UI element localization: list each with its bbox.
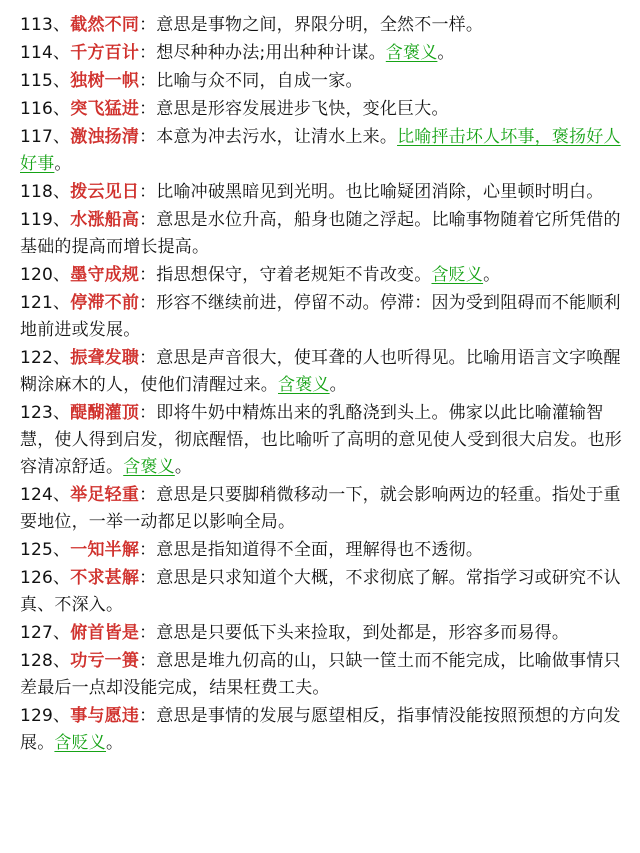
idiom-term: 俯首皆是 [70, 623, 140, 643]
idiom-definition: ：意思是只要脚稍微移动一下，就会影响两边的轻重。指处于重要地位，一举一动都足以影响全局。 [20, 485, 621, 532]
list-item: 117、激浊扬清：本意为冲去污水，让清水上来。比喻抨击坏人坏事，褒扬好人好事。 [20, 127, 621, 174]
list-item: 123、醍醐灌顶：即将牛奶中精炼出来的乳酪浇到头上。佛家以此比喻灌输智慧，使人得到启发，彻底醒悟，也比喻听了高明的意见使人受到很大启发。也形容清凉舒适。含褒义。 [20, 403, 622, 477]
list-item: 120、墨守成规：指思想保守，守着老规矩不肯改变。含贬义。 [20, 265, 501, 285]
idiom-term: 拨云见日 [70, 182, 140, 202]
list-item [20, 565, 624, 619]
list-item [20, 482, 624, 536]
idiom-definition: ：本意为冲去污水，让清水上来。 [139, 127, 398, 147]
idiom-definition: ：意思是水位升高，船身也随之浮起。比喻事物随着它所凭借的基础的提高而增长提高。 [20, 210, 621, 257]
entry-number: 114、 [20, 43, 71, 63]
entry-number: 120、 [20, 265, 71, 285]
entry-number: 124、 [20, 485, 71, 505]
entry-number: 127、 [20, 623, 71, 643]
idiom-term: 墨守成规 [70, 265, 140, 285]
entry-number: 119、 [20, 210, 71, 230]
idiom-term: 不求甚解 [70, 568, 140, 588]
entry-number: 113、 [20, 15, 71, 35]
entry-number: 118、 [20, 182, 71, 202]
idiom-term: 醍醐灌顶 [70, 403, 140, 423]
list-item [20, 620, 624, 647]
connotation-tag: 含贬义 [54, 733, 107, 753]
entry-number: 116、 [20, 99, 71, 119]
idiom-definition: ：比喻与众不同，自成一家。 [139, 71, 363, 91]
idiom-definition: ：即将牛奶中精炼出来的乳酪浇到头上。佛家以此比喻灌输智慧，使人得到启发，彻底醒悟，也比喻听了高明的意见使人受到很大启发。也形容清凉舒适。 [20, 403, 622, 477]
list-item [20, 68, 624, 95]
idiom-definition: ：意思是声音很大，使耳聋的人也听得见。比喻用语言文字唤醒糊涂麻木的人，使他们清醒过来。 [20, 348, 621, 395]
list-item [20, 537, 624, 564]
idiom-definition: ：意思是只要低下头来捡取，到处都是，形容多而易得。 [139, 623, 570, 643]
entry-number: 115、 [20, 71, 71, 91]
idiom-term: 举足轻重 [70, 485, 140, 505]
idiom-term: 激浊扬清 [70, 127, 140, 147]
idiom-term: 千方百计 [70, 43, 140, 63]
list-item [20, 96, 624, 123]
entry-number: 121、 [20, 293, 71, 313]
connotation-tag: 含褒义 [385, 43, 438, 63]
idiom-definition: ：指思想保守，守着老规矩不肯改变。 [139, 265, 432, 285]
entry-number: 129、 [20, 706, 71, 726]
entry-number: 126、 [20, 568, 71, 588]
entry-number: 123、 [20, 403, 71, 423]
idiom-term: 独树一帜 [70, 71, 140, 91]
idiom-definition: ：意思是事物之间，界限分明，全然不一样。 [139, 15, 484, 35]
idiom-term: 一知半解 [70, 540, 140, 560]
entry-number: 122、 [20, 348, 71, 368]
idiom-term: 水涨船高 [70, 210, 140, 230]
idiom-definition: ：意思是形容发展进步飞快，变化巨大。 [139, 99, 449, 119]
list-item [20, 648, 624, 702]
connotation-tag: 含褒义 [278, 375, 330, 395]
entry-number: 128、 [20, 651, 71, 671]
idiom-definition: ：比喻冲破黑暗见到光明。也比喻疑团消除，心里顿时明白。 [139, 182, 604, 202]
idiom-term: 功亏一篑 [70, 651, 140, 671]
entry-number: 117、 [20, 127, 71, 147]
list-item [20, 12, 624, 39]
idiom-term: 突飞猛进 [70, 99, 140, 119]
idiom-definition: ：意思是只求知道个大概，不求彻底了解。常指学习或研究不认真、不深入。 [20, 568, 621, 615]
idiom-definition: ：意思是事情的发展与愿望相反，指事情没能按照预想的方向发展。 [20, 706, 621, 753]
connotation-tag: 含褒义 [123, 457, 175, 477]
idiom-definition: ：意思是堆九仞高的山，只缺一筐土而不能完成，比喻做事情只差最后一点却没能完成，结果枉费工夫。 [20, 651, 621, 698]
list-item: 122、振聋发聩：意思是声音很大，使耳聋的人也听得见。比喻用语言文字唤醒糊涂麻木的人，使他们清醒过来。含褒义。 [20, 348, 621, 395]
list-item: 129、事与愿违：意思是事情的发展与愿望相反，指事情没能按照预想的方向发展。含贬义。 [20, 706, 621, 753]
connotation-tag: 比喻抨击坏人坏事，褒扬好人好事 [20, 127, 621, 174]
idiom-definition: ：形容不继续前进，停留不动。停滞：因为受到阻碍而不能顺利地前进或发展。 [20, 293, 621, 340]
list-item: 114、千方百计：想尽种种办法;用出种种计谋。含褒义。 [20, 43, 455, 63]
connotation-tag: 含贬义 [431, 265, 484, 285]
idiom-term: 截然不同 [70, 15, 140, 35]
list-item [20, 290, 624, 344]
idiom-definition: ：意思是指知道得不全面，理解得也不透彻。 [139, 540, 484, 560]
idiom-term: 事与愿违 [70, 706, 140, 726]
idiom-term: 停滞不前 [70, 293, 140, 313]
idiom-definition: ：想尽种种办法;用出种种计谋。 [139, 43, 386, 63]
list-item [20, 179, 624, 206]
entry-number: 125、 [20, 540, 71, 560]
idiom-term: 振聋发聩 [70, 348, 140, 368]
list-item [20, 207, 624, 261]
